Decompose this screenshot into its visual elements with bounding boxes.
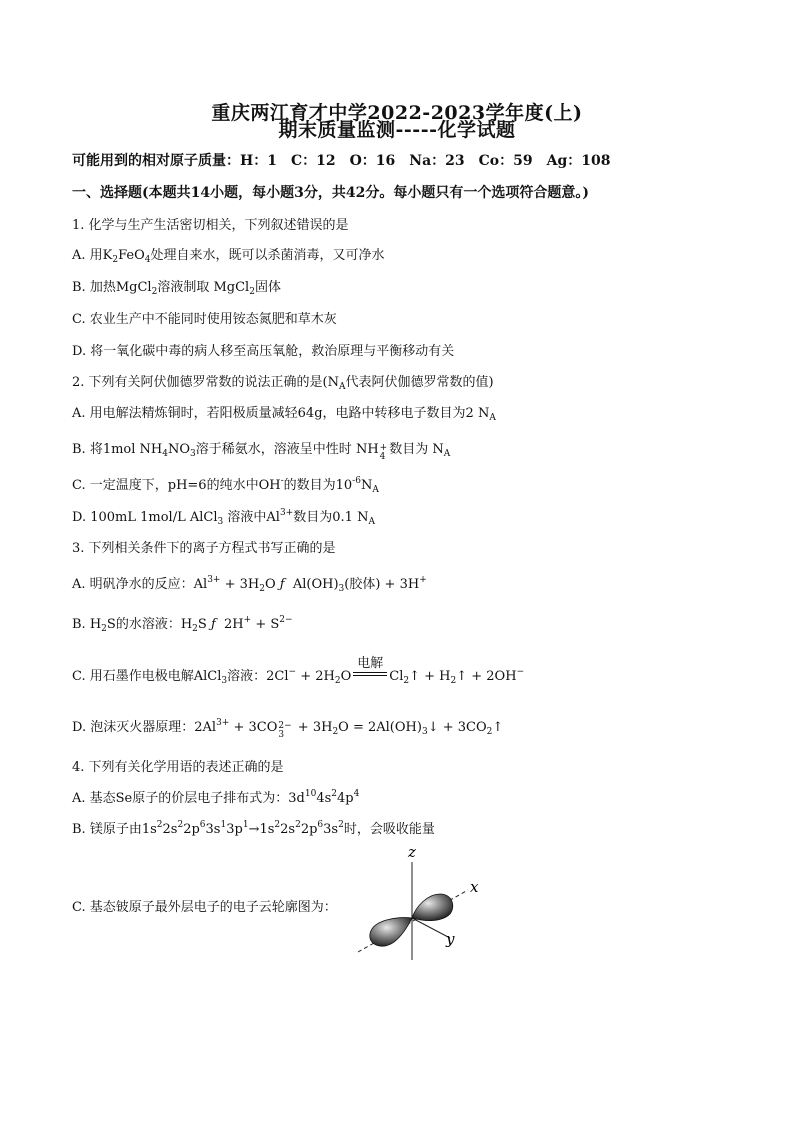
q4-option-c: C. 基态铍原子最外层电子的电子云轮廓图为： (72, 900, 337, 915)
exam-subtitle: 期末质量监测-----化学试题 (278, 119, 516, 141)
formula-mgcl2: MgCl$_2$ (115, 280, 158, 297)
q1-b-post: 固体 (254, 280, 281, 295)
q2-b-post: 数目为 (389, 442, 429, 457)
q1-a-pre: A. 用 (72, 248, 103, 263)
q2-c-pre: C. 一定温度下，pH=6的纯水中OH (72, 478, 281, 493)
q3-c-label: C. 用石墨作电极电解 (72, 669, 194, 684)
q1-a-post: 处理自来水，既可以杀菌消毒，又可净水 (150, 248, 385, 263)
formula-h2s: $H_2S$ (89, 617, 116, 634)
equation-a: $Al^{3+} + 3H_2O$ ƒ $Al(OH)_3$(胶体) + 3H+ (193, 575, 427, 594)
q2-b-pre: B. 将1mol (72, 442, 136, 457)
q2-d-pre: D. 100mL 1mol/L (72, 510, 186, 525)
q2-d-post: 数目为0.1 (293, 510, 353, 525)
q4-b-pre: B. 镁原子由 (72, 822, 142, 837)
q4-b-post: 时，会吸收能量 (343, 822, 435, 837)
formula-nh4no3: $NH_4NO_3$ (139, 442, 196, 459)
q1-b-mid: 溶液制取 (157, 280, 210, 295)
orbital-lobe-left (370, 918, 412, 947)
q3-b-mid: 的水溶液： (115, 617, 181, 632)
equation-b: $H_2S$ ƒ $2H^+ + S^{2-}$ (180, 615, 293, 634)
formula-k2feo4: $K_2FeO_4$ (102, 248, 151, 265)
equation-c: $2Cl^- + 2H_2O$ 电解 $Cl_2↑$ + $H_2↑ + 2OH^-$ (266, 669, 524, 684)
q2-option-b (72, 438, 450, 462)
q4-a-pre: A. 基态Se原子的价层电子排布式为： (72, 791, 289, 806)
q1-stem: 1. 化学与生产生活密切相关，下列叙述错误的是 (72, 218, 349, 233)
q2-stem (72, 371, 494, 392)
q1-option-a (72, 244, 385, 265)
section-heading: 一、选择题(本题共14小题，每小题3分，共42分。每小题只有一个选项符合题意。) (72, 185, 589, 201)
q3-stem: 3. 下列相关条件下的离子方程式书写正确的是 (72, 541, 336, 556)
q1-b-pre: B. 加热 (72, 280, 116, 295)
q4-option-a (72, 787, 359, 806)
q2-stem-post: 代表阿伏伽德罗常数的值) (345, 375, 494, 390)
q2-d-mid: 溶液中Al (227, 510, 280, 525)
z-axis-label: z (408, 843, 416, 861)
formula-mgcl2: MgCl$_2$ (209, 280, 255, 297)
symbol-na: $N_A$ (327, 375, 346, 392)
q2-b-mid: 溶于稀氨水，溶液呈中性时 (195, 442, 352, 457)
q2-option-d: D. 100mL 1mol/L AlCl$_3$ 溶液中$Al^{3+}$数目为0.1 $N_A$ (72, 508, 375, 527)
symbol-na: $N_A$ (477, 406, 496, 423)
q1-option-b (72, 276, 281, 297)
q2-stem-pre: 2. 下列有关阿伏伽德罗常数的说法正确的是( (72, 375, 328, 390)
q3-option-a (72, 573, 427, 594)
electrolysis-condition: 电解 (357, 656, 384, 671)
symbol-na: $N_A$ (357, 510, 375, 527)
q4-stem: 4. 下列有关化学用语的表述正确的是 (72, 760, 284, 775)
symbol-na: $N_A$ (432, 442, 451, 459)
electron-config-se: $3d^{10}4s^24p^4$ (288, 789, 360, 806)
p-orbital-diagram (350, 842, 490, 967)
q3-b-label: B. (72, 617, 86, 632)
electron-config-mg: $1s^22s^22p^63s^13p^1\to 1s^22s^22p^63s^2$ (141, 820, 344, 837)
exam-title: 重庆两江育才中学2022-2023学年度(上) (211, 102, 583, 124)
q3-option-b (72, 613, 293, 634)
q2-a-pre: A. 用电解法精炼铜时，若阳极质量减轻64g，电路中转移电子数目为2 (72, 406, 474, 421)
atomic-masses: 可能用到的相对原子质量：H：1 C：12 O：16 Na：23 Co：59 Ag：108 (72, 153, 611, 169)
q2-c-post: 的数目为10 (283, 478, 353, 493)
ion-nh4: NH+ 4 (355, 442, 388, 462)
x-axis-label: x (470, 878, 479, 896)
q3-option-c (72, 656, 525, 686)
y-axis-label: y (446, 930, 455, 948)
q3-option-d (72, 716, 503, 740)
q2-option-a (72, 402, 496, 423)
q3-d-label: D. 泡沫灭火器原理： (72, 720, 195, 735)
q4-option-b (72, 818, 435, 837)
q3-c-mid: 溶液： (227, 669, 267, 684)
symbol-na: $N_A$ (360, 478, 379, 495)
formula-alcl3: AlCl$_3$ (193, 669, 228, 686)
q3-a-label: A. 明矾净水的反应： (72, 577, 194, 592)
formula-alcl3: AlCl$_3$ (189, 510, 224, 527)
orbital-lobe-right (412, 894, 453, 921)
q1-option-c: C. 农业生产中不能同时使用铵态氮肥和草木灰 (72, 312, 337, 327)
q2-option-c: C. 一定温度下，pH=6的纯水中OH-的数目为$10^{-6}N_A$ (72, 476, 379, 495)
equation-d: $2Al^{3+} + 3CO2-$ $3 + 3H_2O$ = $2Al(OH)_3↓$ + $3CO_2↑$ (194, 718, 504, 740)
q1-option-d: D. 将一氧化碳中毒的病人移至高压氧舱，救治原理与平衡移动有关 (72, 344, 455, 359)
